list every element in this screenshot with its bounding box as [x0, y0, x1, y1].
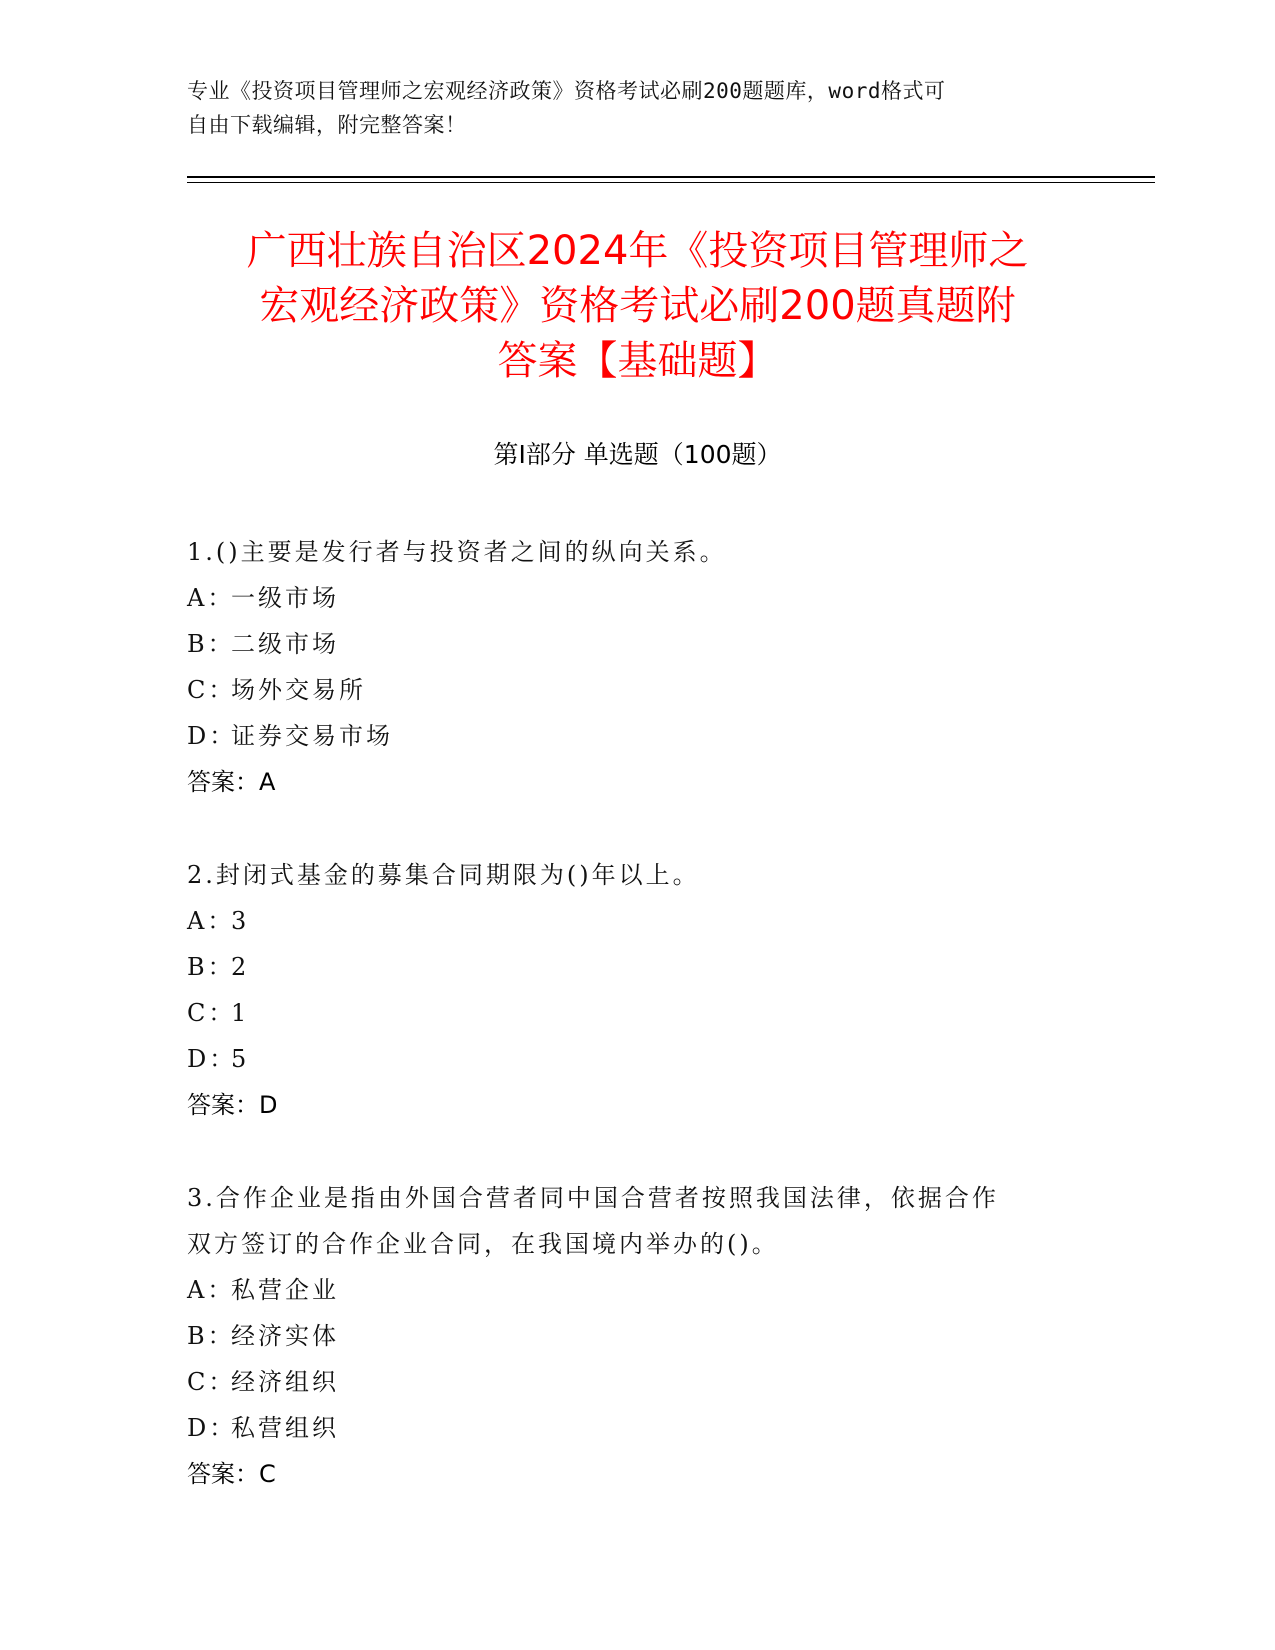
- option-a: [187, 1267, 1067, 1313]
- option-c: [187, 667, 1067, 713]
- option-key: B：: [187, 1322, 235, 1350]
- option-key: C：: [187, 1368, 236, 1396]
- option-key: D：: [187, 1045, 237, 1073]
- option-d: [187, 1036, 1067, 1082]
- option-text: 证券交易市场: [231, 722, 393, 750]
- header-divider-thick: [187, 176, 1155, 178]
- option-text: 经济组织: [231, 1368, 339, 1396]
- question-stem-line-1: 3.合作企业是指由外国合营者同中国合营者按照我国法律，依据合作: [187, 1184, 999, 1212]
- option-text: 5: [231, 1045, 250, 1073]
- document-title: [150, 224, 1125, 389]
- question-2: [187, 852, 1067, 1128]
- option-key: C：: [187, 999, 236, 1027]
- document-title-line-1: 广西壮族自治区2024年《投资项目管理师之: [246, 228, 1029, 274]
- answer-line: 答案：D: [187, 1091, 278, 1119]
- section-heading: 第Ⅰ部分 单选题（100题）: [493, 440, 782, 469]
- document-title-line-3: 答案【基础题】: [497, 338, 778, 384]
- option-d: [187, 1405, 1067, 1451]
- question-3: [187, 1175, 1067, 1497]
- option-a: [187, 898, 1067, 944]
- option-text: 3: [231, 907, 250, 935]
- question-stem-line-2: 双方签订的合作企业合同，在我国境内举办的()。: [187, 1230, 779, 1258]
- question-list: [187, 529, 1067, 1544]
- option-key: A：: [187, 1276, 235, 1304]
- option-key: A：: [187, 907, 235, 935]
- option-text: 一级市场: [231, 584, 339, 612]
- document-title-line-2: 宏观经济政策》资格考试必刷200题真题附: [259, 283, 1016, 329]
- question-stem: 2.封闭式基金的募集合同期限为()年以上。: [187, 861, 700, 889]
- header-note-line-1: 专业《投资项目管理师之宏观经济政策》资格考试必刷200题题库，word格式可: [187, 79, 946, 103]
- option-c: [187, 990, 1067, 1036]
- option-key: B：: [187, 953, 235, 981]
- option-text: 私营企业: [231, 1276, 339, 1304]
- answer-line: 答案：A: [187, 768, 276, 796]
- option-key: B：: [187, 630, 235, 658]
- question-stem: 1.()主要是发行者与投资者之间的纵向关系。: [187, 538, 727, 566]
- option-text: 经济实体: [231, 1322, 339, 1350]
- option-b: [187, 1313, 1067, 1359]
- option-key: D：: [187, 1414, 237, 1442]
- header-note: [187, 74, 1067, 142]
- option-text: 2: [231, 953, 250, 981]
- question-1: [187, 529, 1067, 805]
- header-divider-thin: [187, 182, 1155, 183]
- option-key: A：: [187, 584, 235, 612]
- option-b: [187, 944, 1067, 990]
- option-text: 二级市场: [231, 630, 339, 658]
- header-note-line-2: 自由下载编辑，附完整答案！: [187, 113, 467, 137]
- option-text: 1: [231, 999, 250, 1027]
- option-text: 场外交易所: [231, 676, 366, 704]
- option-key: D：: [187, 722, 237, 750]
- option-text: 私营组织: [231, 1414, 339, 1442]
- answer-line: 答案：C: [187, 1460, 276, 1488]
- option-b: [187, 621, 1067, 667]
- option-key: C：: [187, 676, 236, 704]
- option-a: [187, 575, 1067, 621]
- option-d: [187, 713, 1067, 759]
- option-c: [187, 1359, 1067, 1405]
